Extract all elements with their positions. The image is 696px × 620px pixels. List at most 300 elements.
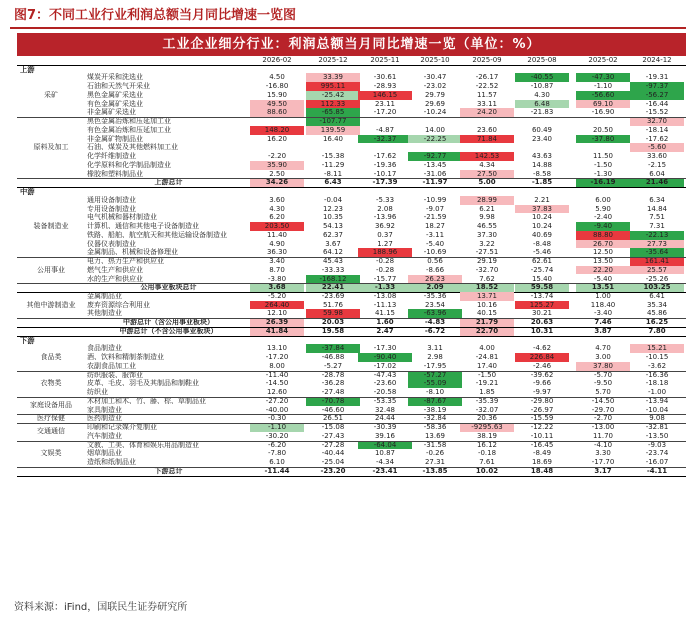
value-cell: -26.17 [475,73,499,82]
value-cell: 35.90 [250,161,304,170]
value-cell: -35.64 [630,248,684,257]
table-row [17,432,686,441]
group-rule [17,441,686,442]
value-cell: -40.00 [265,405,289,414]
value-cell: 3.60 [269,195,285,204]
value-cell [250,117,304,126]
value-cell: 20.63 [530,318,554,327]
value-cell: 12.23 [322,204,344,213]
value-cell: -25.26 [645,274,669,283]
value-cell: -8.48 [532,239,552,248]
value-cell: -63.96 [408,309,462,318]
value-cell: 16.12 [476,440,498,449]
value-cell: 3.17 [594,466,612,475]
value-cell: -168.12 [306,275,360,284]
value-cell: -9.07 [425,204,445,213]
value-cell: -5.70 [593,370,613,379]
value-cell: 13.10 [266,344,288,353]
summary-label: 中游总计（不含公用事业板块） [119,326,218,335]
value-cell: 43.63 [531,152,553,161]
group-label: 采矿 [44,90,58,99]
value-cell [358,117,412,126]
table-row [17,222,686,231]
value-cell: 118.40 [590,300,616,309]
value-cell: 20.50 [592,125,614,134]
value-cell: 6.10 [269,458,285,467]
value-cell: -3.40 [593,309,613,318]
table-banner: 工业企业细分行业：利润总额当月同比增速一览（单位：%） [17,33,686,56]
table-row [17,371,686,380]
value-cell: 11.57 [476,90,498,99]
value-cell: -10.15 [645,353,669,362]
value-cell: 4.30 [534,90,550,99]
value-cell: 49.50 [250,100,304,109]
value-cell: -4.34 [375,458,395,467]
value-cell: 59.58 [515,283,569,292]
value-cell: -10.99 [423,195,447,204]
value-cell: -17.70 [591,458,615,467]
table-row [17,205,686,214]
industry-label: 纺织业 [87,388,108,397]
value-cell: -35.36 [423,291,447,300]
value-cell: -4.11 [646,466,668,475]
value-cell: -30.61 [373,73,397,82]
value-cell: 16.25 [645,318,669,327]
figure-title: 图7：不同工业行业利润总额当月同比增速一览图 [14,8,297,23]
industry-label: 煤炭开采和洗选业 [87,73,143,82]
table-row [17,441,686,450]
value-cell: 18.52 [460,283,514,292]
value-cell: 27.31 [424,458,446,467]
summary-row [17,327,686,336]
value-cell: -11.29 [321,160,345,169]
value-cell: -11.40 [265,370,289,379]
table-row [17,344,686,353]
value-cell: -0.18 [477,449,497,458]
value-cell: 2.08 [377,204,393,213]
column-header: 2026-02 [262,56,292,64]
value-cell: 60.49 [531,125,553,134]
value-cell: 1.00 [595,291,611,300]
value-cell: 19.58 [321,326,345,335]
value-cell: -0.28 [375,257,395,266]
table-row [17,117,686,126]
value-cell: -13.96 [373,213,397,222]
industry-label: 水的生产和供应业 [87,274,143,283]
industry-label: 有色金属冶炼和压延加工业 [87,125,171,134]
value-cell: -30.47 [423,73,447,82]
value-cell: 142.53 [460,152,514,161]
value-cell: -25.74 [530,265,554,274]
value-cell: 2.09 [408,283,462,292]
value-cell: 17.40 [476,361,498,370]
value-cell: -30.20 [265,431,289,440]
value-cell: -8.11 [323,169,343,178]
value-cell: -27.43 [321,431,345,440]
value-cell: -10.24 [423,108,447,117]
value-cell: -0.30 [267,414,287,423]
table-row [17,240,686,249]
value-cell: 13.69 [424,431,446,440]
value-cell: -19.31 [645,73,669,82]
value-cell: 62.37 [322,230,344,239]
value-cell: -10.69 [423,248,447,257]
value-cell: 16.20 [266,134,288,143]
table-row [17,135,686,144]
section-label: 下游 [20,336,35,345]
value-cell: -4.10 [593,440,613,449]
value-cell: 148.20 [250,126,304,135]
value-cell: 6.21 [479,204,495,213]
value-cell: 10.24 [531,222,553,231]
value-cell: -17.02 [373,361,397,370]
value-cell: -10.87 [530,82,554,91]
value-cell: 41.15 [374,309,396,318]
value-cell: -8.58 [532,169,552,178]
value-cell: -9.97 [532,388,552,397]
value-cell: 32.48 [374,405,396,414]
table-row [17,248,686,257]
value-cell: -5.33 [375,195,395,204]
value-cell: 26.51 [322,414,344,423]
value-cell: 37.83 [515,205,569,214]
group-label: 食品类 [40,353,62,362]
table-row [17,458,686,467]
value-cell: -56.60 [576,91,630,100]
value-cell [250,143,304,152]
value-cell: 8.00 [269,361,285,370]
value-cell: -35.39 [475,396,499,405]
value-cell: 13.51 [576,283,630,292]
value-cell: 62.61 [531,257,553,266]
industry-label: 纺织服装、服饰业 [87,370,143,379]
table-row [17,143,686,152]
value-cell: -12.22 [530,423,554,432]
value-cell: -16.80 [265,82,289,91]
value-cell: 46.55 [476,222,498,231]
table-row [17,257,686,266]
value-cell: -38.19 [423,405,447,414]
group-label: 原料及加工 [33,143,69,152]
value-cell: 6.48 [515,100,569,109]
value-cell: 64.12 [322,248,344,257]
value-cell: -0.04 [323,195,343,204]
value-cell [460,117,514,126]
value-cell [408,143,462,152]
value-cell: 4.90 [269,239,285,248]
value-cell: -23.60 [373,379,397,388]
value-cell: -2.46 [532,361,552,370]
value-cell: 39.16 [374,431,396,440]
value-cell: 1.27 [377,239,393,248]
value-cell: 22.41 [306,283,360,292]
value-cell: 45.43 [322,257,344,266]
value-cell: 36.92 [374,222,396,231]
value-cell: 4.34 [479,160,495,169]
group-rule [17,117,686,118]
industry-label: 电气机械和器材制造业 [87,213,157,222]
value-cell: -17.20 [265,353,289,362]
value-cell: -20.58 [373,388,397,397]
value-cell: -64.04 [358,441,412,450]
value-cell: 25.57 [630,266,684,275]
summary-rule [17,476,686,477]
value-cell: -11.97 [422,178,448,187]
value-cell: 3.87 [594,326,612,335]
value-cell: -6.72 [424,326,446,335]
value-cell: 3.11 [427,344,443,353]
column-header: 2025-02 [588,56,618,64]
value-cell: -24.81 [475,353,499,362]
value-cell: -6.20 [267,440,287,449]
value-cell: -97.37 [630,82,684,91]
value-cell: 14.00 [424,125,446,134]
group-rule [17,283,686,284]
industry-label: 化学纤维制造业 [87,152,136,161]
value-cell [576,143,630,152]
value-cell: -4.87 [375,125,395,134]
industry-label: 文教、工美、体育和娱乐用品制造业 [87,440,199,449]
table-row [17,292,686,301]
value-cell: 6.34 [649,195,665,204]
value-cell: 40.15 [476,309,498,318]
value-cell: -18.18 [645,379,669,388]
value-cell: -9.40 [576,222,630,231]
value-cell: -21.59 [423,213,447,222]
group-rule [17,371,686,372]
value-cell: -17.30 [373,344,397,353]
value-cell: -32.07 [475,405,499,414]
industry-label: 木材加工和木、竹、藤、棕、草制品业 [87,396,206,405]
value-cell: 8.70 [269,265,285,274]
source-note: 资料来源：iFind，国联民生证券研究所 [14,602,188,613]
value-cell: -3.11 [425,230,445,239]
value-cell: 188.96 [358,248,412,257]
value-cell: 3.30 [595,449,611,458]
table-row [17,379,686,388]
value-cell: 3.00 [595,353,611,362]
value-cell: -14.50 [591,396,615,405]
value-cell: -1.33 [358,283,412,292]
value-cell: 11.50 [592,152,614,161]
value-cell: 18.48 [530,466,554,475]
value-cell: 2.21 [534,195,550,204]
value-cell: 59.98 [306,309,360,318]
value-cell: 7.80 [648,326,666,335]
value-cell: 28.99 [460,196,514,205]
value-cell: -5.27 [323,361,343,370]
summary-rule [17,327,686,328]
value-cell: 30.21 [531,309,553,318]
value-cell: -33.33 [321,265,345,274]
value-cell: -15.59 [530,414,554,423]
value-cell: 35.34 [646,300,668,309]
value-cell: -15.08 [321,423,345,432]
value-cell: 146.15 [358,91,412,100]
value-cell: 6.20 [269,213,285,222]
column-header: 2025-11 [370,56,400,64]
value-cell: -22.52 [475,82,499,91]
value-cell: -1.00 [647,388,667,397]
industry-label: 专用设备制造业 [87,204,136,213]
value-cell: 7.46 [594,318,612,327]
value-cell: 2.98 [427,353,443,362]
group-label: 文娱类 [40,449,62,458]
summary-label: 下游总计 [154,466,183,475]
summary-label: 公用事业板块总计 [140,283,197,292]
value-cell: -13.85 [422,466,448,475]
value-cell: 7.31 [649,222,665,231]
value-cell: -8.10 [425,388,445,397]
value-cell: 29.19 [476,257,498,266]
value-cell: -1.30 [593,169,613,178]
value-cell: -32.37 [358,135,412,144]
header-row [17,56,686,65]
value-cell: 45.86 [646,309,668,318]
value-cell: 37.30 [476,230,498,239]
value-cell: 41.84 [250,327,304,336]
industry-label: 其他制造业 [87,309,122,318]
value-cell: 33.60 [646,152,668,161]
value-cell: -21.83 [530,108,554,117]
value-cell: -29.80 [530,396,554,405]
value-cell: 36.30 [266,248,288,257]
value-cell: 161.41 [630,257,684,266]
value-cell: 27.73 [630,240,684,249]
value-cell: 20.03 [321,318,345,327]
value-cell: 2.50 [269,169,285,178]
value-cell: 9.08 [649,414,665,423]
value-cell: -5.40 [593,274,613,283]
value-cell: 1.85 [479,388,495,397]
value-cell: -1.50 [477,370,497,379]
value-cell: 6.04 [649,169,665,178]
value-cell: 7.51 [649,213,665,222]
value-cell: 12.50 [592,248,614,257]
value-cell: 13.71 [460,292,514,301]
column-header: 2025-10 [420,56,450,64]
value-cell: -13.45 [423,160,447,169]
industry-label: 通用设备制造业 [87,195,136,204]
value-cell: 37.80 [576,362,630,371]
value-cell: -3.62 [647,361,667,370]
value-cell: 139.59 [306,126,360,135]
value-cell: -17.95 [423,361,447,370]
group-label: 装备制造业 [33,221,69,230]
value-cell [515,143,569,152]
value-cell: -19.36 [373,160,397,169]
industry-label: 黑色金属矿采选业 [87,90,143,99]
industry-label: 农副食品加工业 [87,361,136,370]
value-cell: -47.30 [576,73,630,82]
value-cell: -36.28 [321,379,345,388]
value-cell: 29.79 [424,90,446,99]
industry-label: 非金属矿采选业 [87,108,136,117]
table-row [17,309,686,318]
value-cell: 7.62 [479,274,495,283]
value-cell: -9295.63 [460,423,514,432]
industry-label: 金属制品、机械和设备修理业 [87,248,178,257]
value-cell: -8.49 [532,449,552,458]
industry-label: 橡胶和塑料制品业 [87,169,143,178]
value-cell: -10.04 [645,405,669,414]
group-rule [17,178,686,179]
value-cell: 0.56 [427,257,443,266]
value-cell: -46.88 [321,353,345,362]
value-cell: -5.20 [267,291,287,300]
table-row [17,196,686,205]
industry-label: 石油和天然气开采业 [87,82,150,91]
column-header: 2025-08 [527,56,557,64]
value-cell: -23.41 [372,466,398,475]
table-row [17,231,686,240]
value-cell: -28.93 [373,82,397,91]
value-cell: -1.10 [593,82,613,91]
group-rule [17,397,686,398]
value-cell: 24.44 [374,414,396,423]
value-cell [460,143,514,152]
value-cell: 11.70 [592,431,614,440]
value-cell: -1.85 [531,178,553,187]
value-cell: 16.40 [322,134,344,143]
value-cell [306,143,360,152]
value-cell: 13.50 [592,257,614,266]
value-cell: 203.50 [250,222,304,231]
value-cell: 18.27 [424,222,446,231]
value-cell: -19.21 [475,379,499,388]
value-cell: 103.25 [630,283,684,292]
value-cell: -8.66 [425,265,445,274]
value-cell: -27.20 [265,396,289,405]
value-cell: 88.60 [250,108,304,117]
group-label: 家庭设备用品 [30,401,72,410]
industry-label: 非金属矿物制品业 [87,134,143,143]
value-cell: 3.68 [250,283,304,292]
value-cell: -15.38 [321,152,345,161]
industry-label: 铁路、船舶、航空航天和其他运输设备制造业 [87,230,227,239]
value-cell: 23.11 [374,99,396,108]
value-cell: 88.80 [576,231,630,240]
value-cell: -22.13 [630,231,684,240]
industry-label: 造纸和纸制品业 [87,458,136,467]
value-cell: 3.67 [325,239,341,248]
value-cell: -23.02 [423,82,447,91]
value-cell: 112.33 [306,100,360,109]
table-row [17,213,686,222]
value-cell: -16.07 [645,458,669,467]
value-cell: 24.20 [460,108,514,117]
value-cell: 21.79 [460,318,514,327]
value-cell: -26.97 [530,405,554,414]
value-cell: 3.22 [479,239,495,248]
value-cell: -16.90 [591,108,615,117]
value-cell: -70.78 [306,397,360,406]
value-cell: -23.69 [321,291,345,300]
value-cell: 4.00 [479,344,495,353]
value-cell: 14.84 [646,204,668,213]
value-cell: -5.60 [630,143,684,152]
value-cell: 15.90 [266,90,288,99]
value-cell: -107.77 [306,117,360,126]
value-cell: 21.46 [630,178,684,187]
data-table [17,56,686,476]
value-cell: -4.83 [424,318,446,327]
value-cell: -40.44 [321,449,345,458]
value-cell: 10.87 [374,449,396,458]
value-cell: 5.00 [478,178,496,187]
group-rule [17,318,686,319]
value-cell: 23.54 [424,300,446,309]
